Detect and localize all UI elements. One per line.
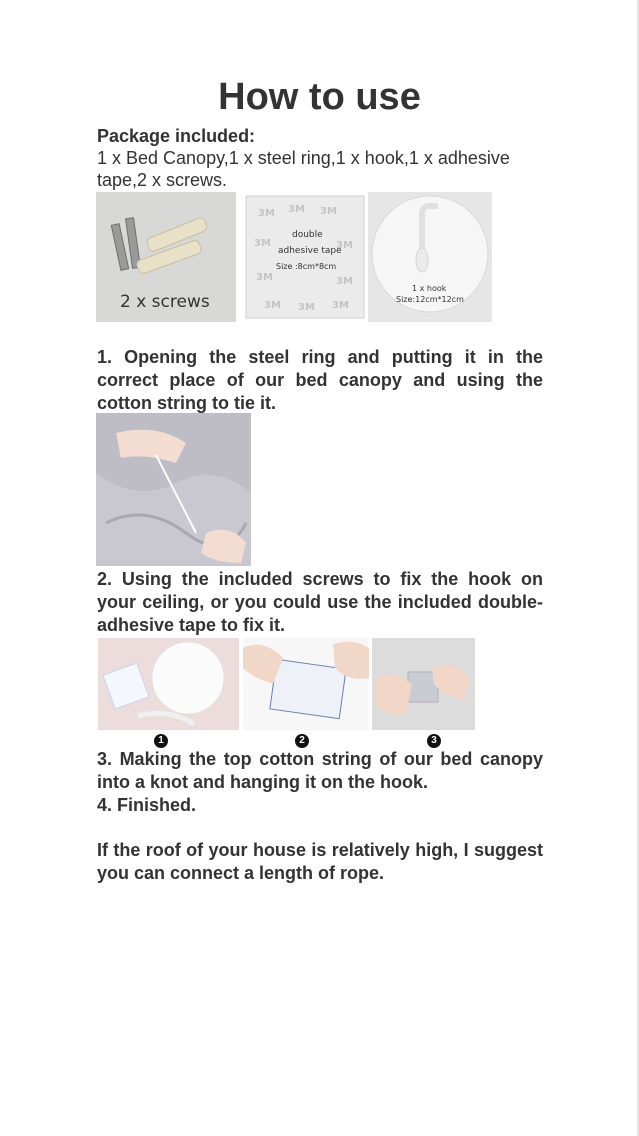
- step-4-text: 4. Finished.: [97, 795, 197, 815]
- install-illustration-1: [98, 638, 239, 730]
- package-images-row: [96, 192, 492, 322]
- package-heading: Package included:: [97, 126, 256, 146]
- svg-text:3M: 3M: [332, 300, 349, 311]
- tape-caption-2: adhesive tape: [278, 246, 342, 256]
- svg-text:3M: 3M: [288, 204, 305, 215]
- svg-text:3M: 3M: [336, 276, 353, 287]
- rope-note: If the roof of your house is relatively high, I suggest you can connect a length of rope.: [97, 840, 543, 883]
- screws-caption: 2 x screws: [120, 292, 210, 312]
- install-illustration-2: [243, 638, 369, 730]
- svg-text:3M: 3M: [258, 208, 275, 219]
- svg-text:3M: 3M: [264, 300, 281, 311]
- tape-caption-3: Size :8cm*8cm: [276, 262, 337, 271]
- screws-photo: [96, 192, 236, 322]
- svg-text:3M: 3M: [256, 272, 273, 283]
- install-photos-row: [98, 638, 475, 730]
- svg-text:3M: 3M: [254, 238, 271, 249]
- install-step-badge-2: 2: [295, 734, 309, 748]
- hook-photo: [368, 192, 492, 322]
- svg-text:3M: 3M: [320, 206, 337, 217]
- page-title: How to use: [218, 76, 421, 118]
- svg-text:3M: 3M: [336, 240, 353, 251]
- install-photo-3: [372, 638, 475, 730]
- tape-photo: [236, 192, 368, 322]
- step-1-text: 1. Opening the steel ring and putting it in the correct place of our bed canopy and using the cotton string to tie it.: [97, 347, 543, 413]
- tying-ring-photo: [96, 413, 251, 566]
- tape-caption-1: double: [292, 230, 323, 240]
- tying-ring-illustration: [96, 413, 251, 566]
- install-photo-2: [243, 638, 369, 730]
- step-2-text: 2. Using the included screws to fix the hook on your ceiling, or you could use the included double-adhesive tape to fix it.: [97, 569, 543, 635]
- package-text: 1 x Bed Canopy,1 x steel ring,1 x hook,1 x adhesive tape,2 x screws.: [97, 148, 510, 190]
- hook-caption-2: Size:12cm*12cm: [396, 295, 464, 304]
- install-illustration-3: [372, 638, 475, 730]
- install-photo-1: [98, 638, 239, 730]
- install-step-badge-3: 3: [427, 734, 441, 748]
- hook-caption-1: 1 x hook: [412, 284, 447, 293]
- step-3-text: 3. Making the top cotton string of our bed canopy into a knot and hanging it on the hook.: [97, 749, 543, 792]
- install-step-badge-1: 1: [154, 734, 168, 748]
- svg-text:3M: 3M: [298, 302, 315, 313]
- tape-illustration: [236, 192, 368, 322]
